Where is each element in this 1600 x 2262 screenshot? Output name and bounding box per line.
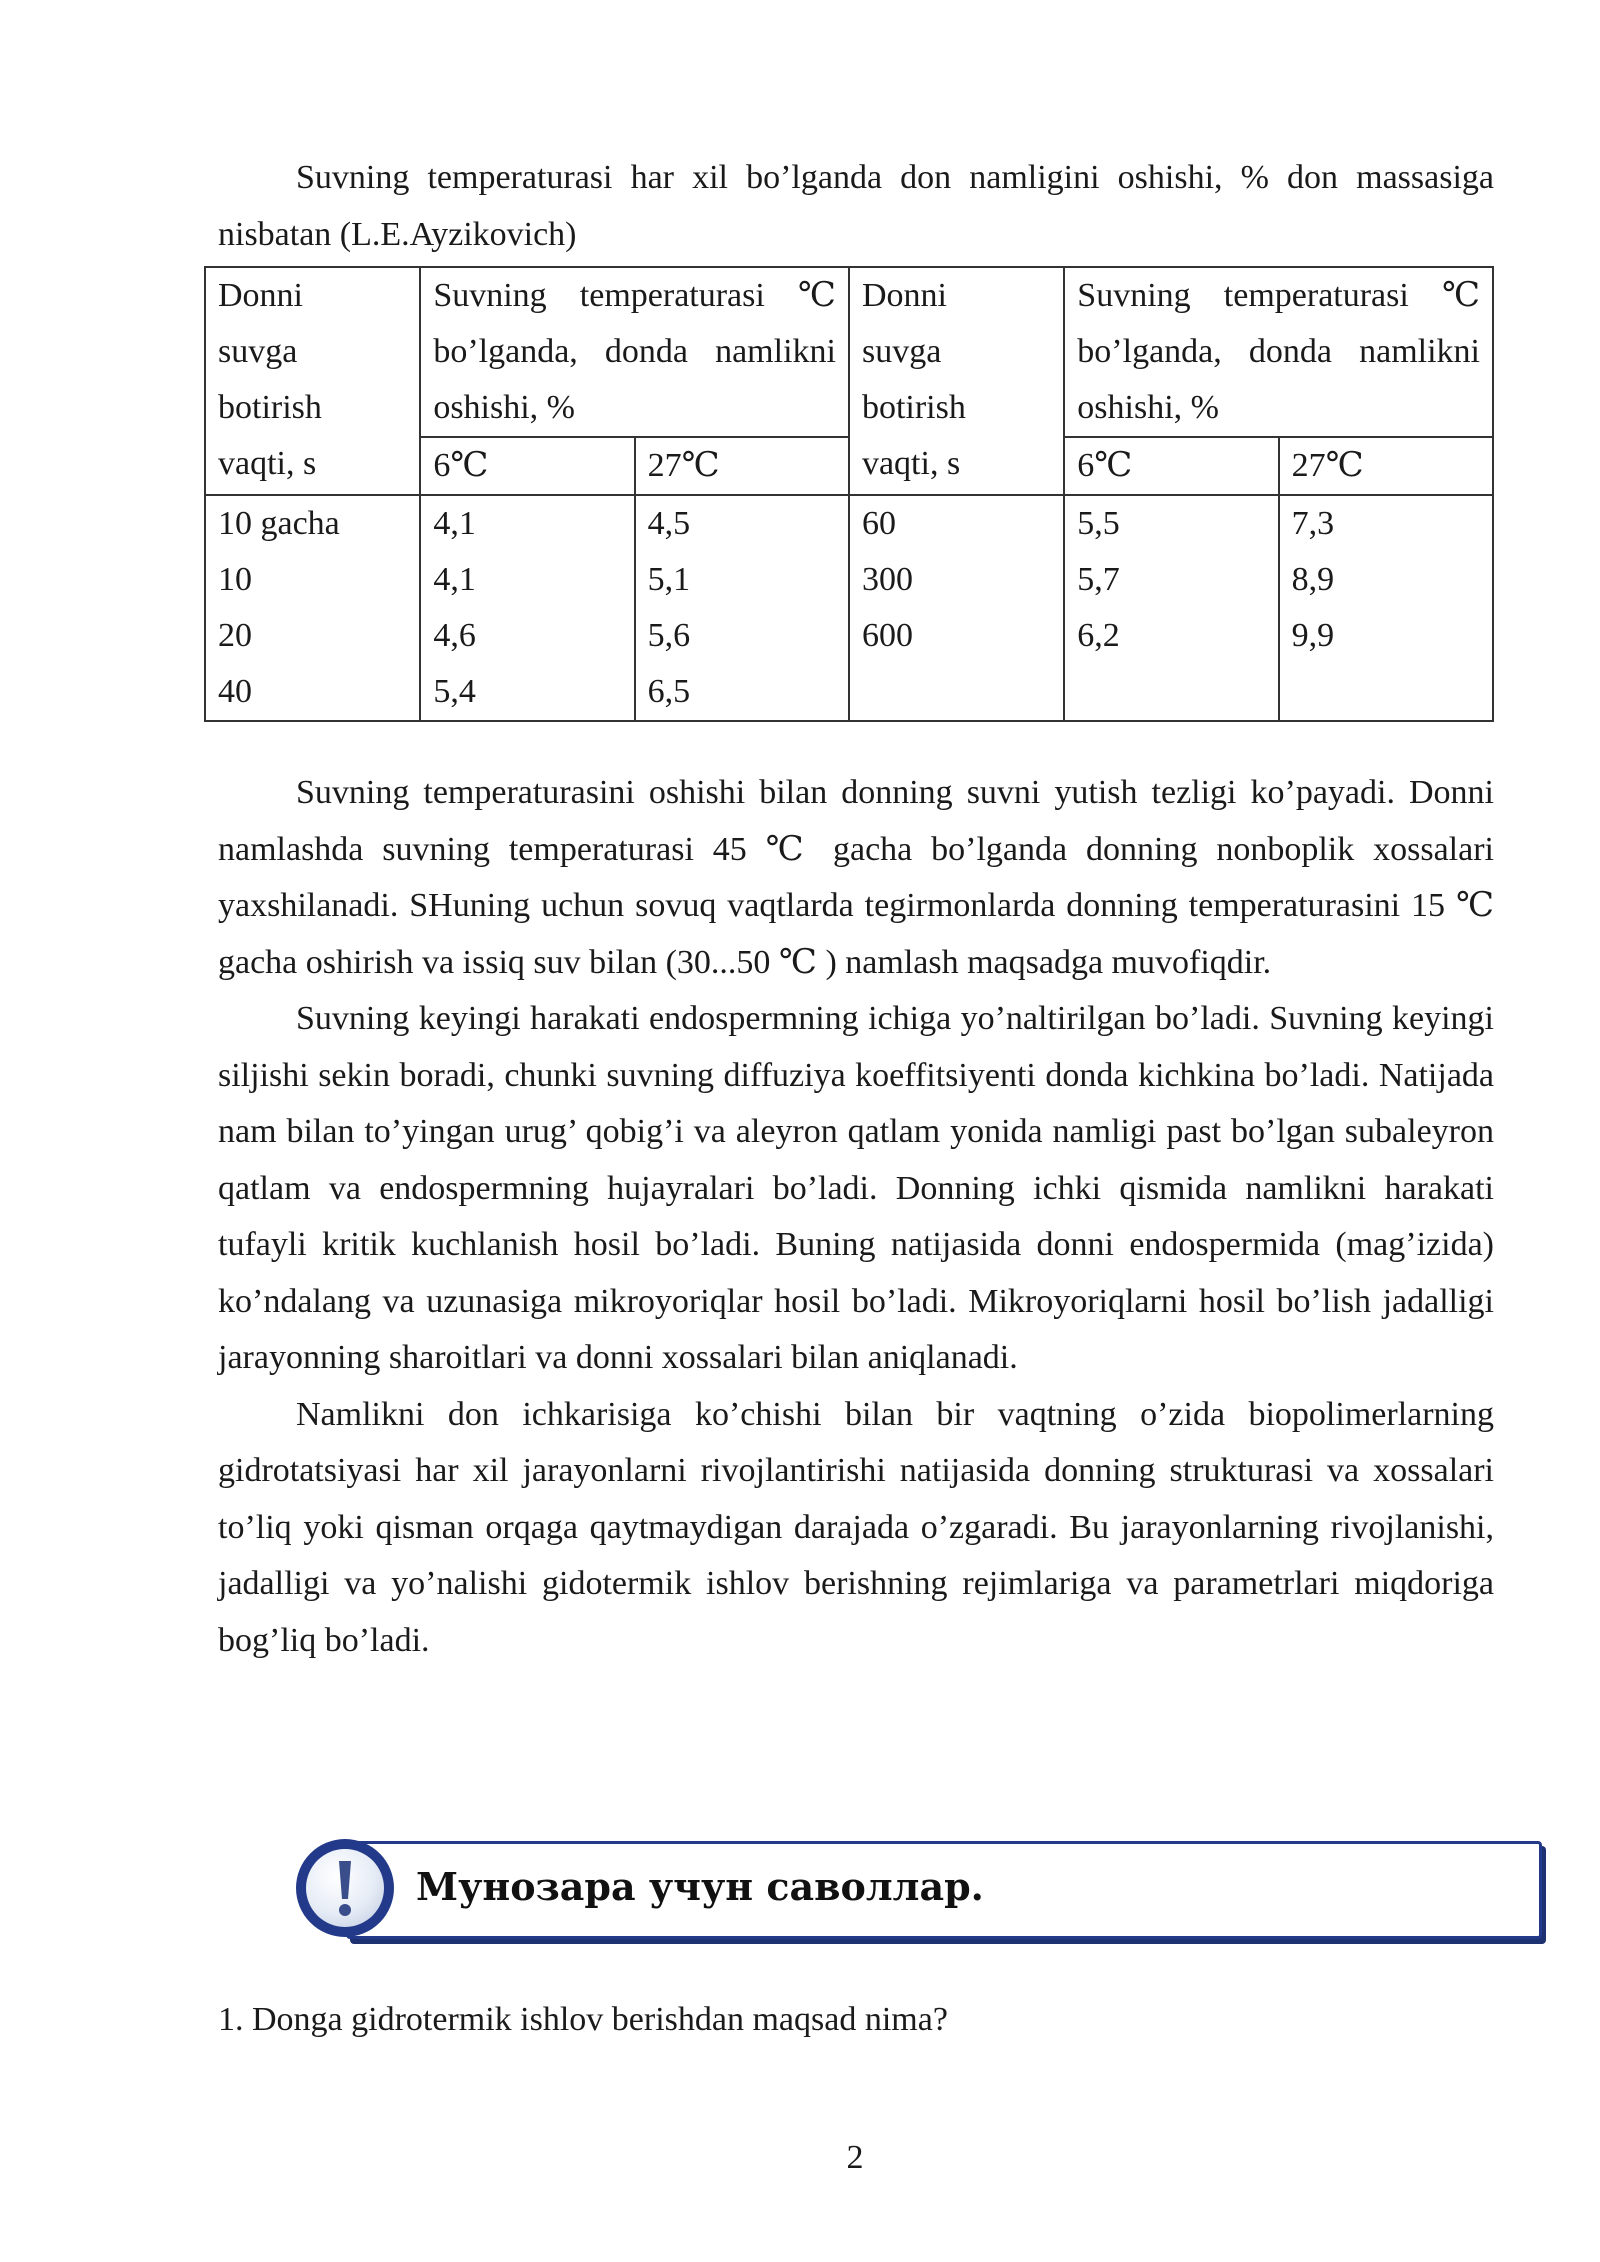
- cell-27c-right: 7,3 8,9 9,9: [1279, 495, 1493, 721]
- header-temp-right: Suvning temperaturasi ℃ bo’lganda, donda namlikni oshishi, %: [1064, 267, 1493, 437]
- cell-6c-right: 5,5 5,7 6,2: [1064, 495, 1278, 721]
- header-time-left: Donni suvga botirish vaqti, s: [205, 267, 420, 495]
- cell-time-right: 60 300 600: [849, 495, 1064, 721]
- header-6c-right: 6℃: [1064, 437, 1278, 495]
- paragraph: Suvning keyingi harakati endospermning ichiga yo’naltirilgan bo’ladi. Suvning keyingi siljishi sekin boradi, chunki suvning diffuziya koeffitsiyenti donda kichkina bo’ladi. Natijada nam bilan to’yingan urug’ qobig’i va aleyron qatlam yonida namligi past bo’lgan subaleyron qatlam va endospermning hujayralari bo’ladi. Donning ichki qismida namlikni harakati tufayli kritik kuchlanish hosil bo’ladi. Buning natijasida donni endospermida (mag’izida) ko’ndalang va uzunasiga mikroyoriqlar hosil bo’ladi. Mikroyoriqlarni hosil bo’lish jadalligi jarayonning sharoitlari va donni xossalari bilan aniqlanadi.: [218, 1000, 1494, 1376]
- paragraph: Namlikni don ichkarisiga ko’chishi bilan bir vaqtning o’zida biopolimerlarning gidrotatsiyasi har xil jarayonlarni rivojlantirishi natijasida donning strukturasi va xossalari to’liq yoki qisman orqaga qaytmaydigan darajada o’zgaradi. Bu jarayonlarning rivojlanishi, jadalligi va yo’nalishi gidotermik ishlov berishning rejimlariga va parametrlari miqdoriga bog’liq bo’ladi.: [218, 1395, 1494, 1659]
- moisture-table: [204, 266, 1494, 722]
- cell-6c-left: 4,1 4,1 4,6 5,4: [420, 495, 634, 721]
- cell-time-left: 10 gacha 10 20 40: [205, 495, 420, 721]
- header-27c-right: 27℃: [1279, 437, 1493, 495]
- header-27c-left: 27℃: [635, 437, 849, 495]
- discussion-banner: [296, 1841, 1536, 1937]
- body-text: [218, 765, 1494, 1669]
- paragraph: Suvning temperaturasini oshishi bilan donning suvni yutish tezligi ko’payadi. Donni namlashda suvning temperaturasi 45 ℃ gacha bo’lganda donning nonboplik xossalari yaxshilanadi. SHuning uchun sovuq vaqtlarda tegirmonlarda donning temperaturasini 15 ℃ gacha oshirish va issiq suv bilan (30...50 ℃ ) namlash maqsadga muvofiqdir.: [218, 774, 1494, 981]
- table-row: [205, 495, 1493, 721]
- header-time-right: Donni suvga botirish vaqti, s: [849, 267, 1064, 495]
- page-number: 2: [846, 2139, 864, 2176]
- cell-27c-left: 4,5 5,1 5,6 6,5: [635, 495, 849, 721]
- caption: [218, 150, 1494, 263]
- question-item: 1. Donga gidrotermik ishlov berishdan maqsad nima?: [218, 2001, 948, 2038]
- table-caption: Suvning temperaturasi har xil bo’lganda don namligini oshishi, % don massasiga nisbatan (L.E.Ayzikovich): [218, 159, 1494, 253]
- header-temp-left: Suvning temperaturasi ℃ bo’lganda, donda namlikni oshishi, %: [420, 267, 849, 437]
- header-6c-left: 6℃: [420, 437, 634, 495]
- exclamation-icon: [296, 1839, 394, 1937]
- discussion-title: Мунозара учун саволлар.: [416, 1864, 984, 1909]
- table-header-row: [205, 267, 1493, 437]
